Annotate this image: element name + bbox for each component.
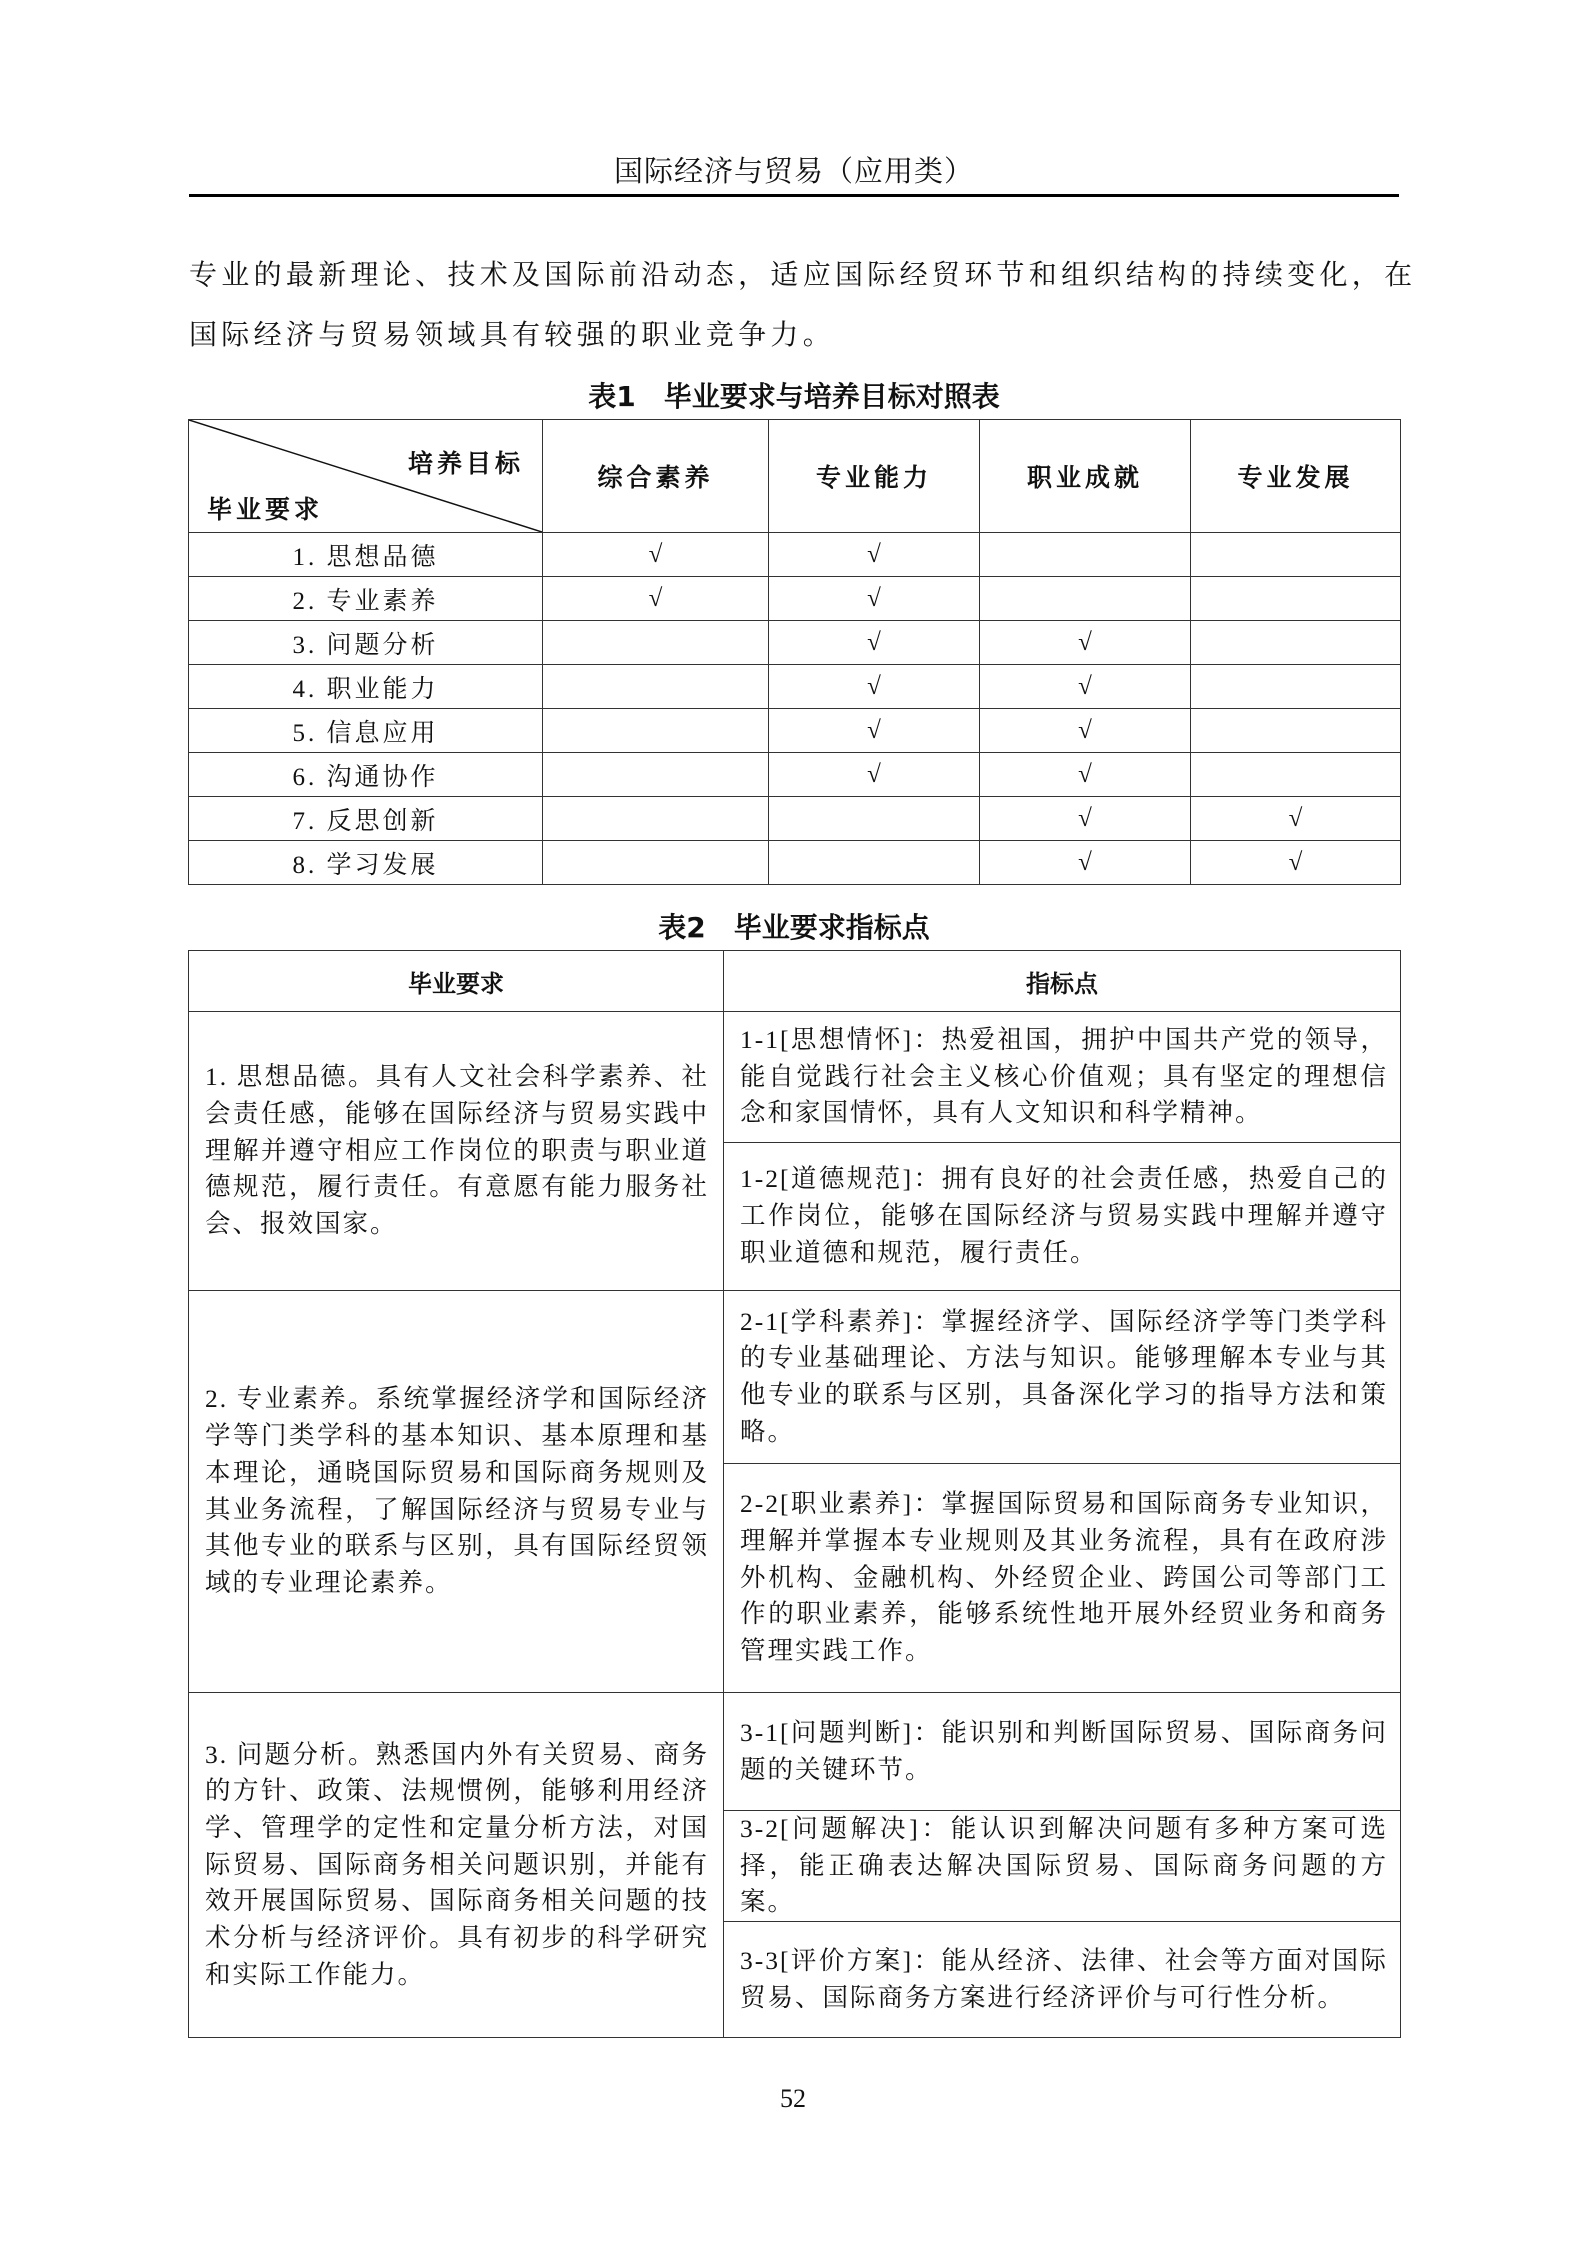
check-mark-icon: √ [980,709,1191,753]
table1-row [189,621,1401,665]
check-mark-icon: √ [980,797,1191,841]
table2-indicator-points [188,950,1401,2038]
table1-row [189,841,1401,885]
table1-col-header: 职业成就 [980,420,1191,533]
requirement-label: 2. 专业素养 [189,577,543,621]
table1-corner-cell [189,420,543,533]
check-mark-icon: √ [769,753,980,797]
paragraph-line: 专业的最新理论、技术及国际前沿动态，适应国际经贸环节和组织结构的持续变化，在 [189,260,1417,291]
table1-col-header: 专业发展 [1191,420,1401,533]
intro-paragraph [189,246,1417,366]
check-mark-icon [543,709,769,753]
requirement-description: 1. 思想品德。具有人文社会科学素养、社会责任感，能够在国际经济与贸易实践中理解并遵守相应工作岗位的职责与职业道德规范，履行责任。有意愿有能力服务社会、报效国家。 [189,1012,724,1291]
requirement-label: 7. 反思创新 [189,797,543,841]
requirement-label: 3. 问题分析 [189,621,543,665]
table1-col-header: 专业能力 [769,420,980,533]
check-mark-icon [1191,753,1401,797]
requirement-description: 2. 专业素养。系统掌握经济学和国际经济学等门类学科的基本知识、基本原理和基本理论，通晓国际贸易和国际商务规则及其业务流程，了解国际经济与贸易专业与其他专业的联系与区别，具有国际经贸领域的专业理论素养。 [189,1291,724,1693]
table1-col-header: 综合素养 [543,420,769,533]
table2-row [189,1291,1401,1464]
indicator-point: 2-1[学科素养]：掌握经济学、国际经济学等门类学科的专业基础理论、方法与知识。能够理解本专业与其他专业的联系与区别，具备深化学习的指导方法和策略。 [724,1291,1401,1464]
table1-row [189,709,1401,753]
table2-row [189,1012,1401,1143]
corner-label-objectives: 培养目标 [407,449,524,478]
check-mark-icon: √ [1191,841,1401,885]
check-mark-icon [980,533,1191,577]
table1-caption-title: 毕业要求与培养目标对照表 [663,380,1000,413]
check-mark-icon [543,665,769,709]
table1-caption [188,377,1400,417]
table1-row [189,753,1401,797]
check-mark-icon [543,841,769,885]
check-mark-icon [543,753,769,797]
check-mark-icon [1191,665,1401,709]
indicator-point: 3-3[评价方案]：能从经济、法律、社会等方面对国际贸易、国际商务方案进行经济评价与可行性分析。 [724,1922,1401,2038]
table1-objectives-matrix [188,419,1401,885]
table2-row [189,1693,1401,1811]
indicator-point: 1-1[思想情怀]：热爱祖国，拥护中国共产党的领导，能自觉践行社会主义核心价值观；具有坚定的理想信念和家国情怀，具有人文知识和科学精神。 [724,1012,1401,1143]
indicator-point: 2-2[职业素养]：掌握国际贸易和国际商务专业知识，理解并掌握本专业规则及其业务流程，具有在政府涉外机构、金融机构、外经贸企业、跨国公司等部门工作的职业素养，能够系统性地开展外经贸业务和商务管理实践工作。 [724,1464,1401,1693]
check-mark-icon [543,621,769,665]
paragraph-line: 国际经济与贸易领域具有较强的职业竞争力。 [189,320,836,351]
table2-col-header-requirement: 毕业要求 [189,951,724,1012]
indicator-point: 1-2[道德规范]：拥有良好的社会责任感，热爱自己的工作岗位，能够在国际经济与贸易实践中理解并遵守职业道德和规范，履行责任。 [724,1143,1401,1291]
table1-header-row [189,420,1401,533]
check-mark-icon: √ [769,577,980,621]
table2-col-header-indicator: 指标点 [724,951,1401,1012]
check-mark-icon: √ [980,665,1191,709]
check-mark-icon: √ [980,753,1191,797]
indicator-point: 3-1[问题判断]：能识别和判断国际贸易、国际商务问题的关键环节。 [724,1693,1401,1811]
check-mark-icon [980,577,1191,621]
check-mark-icon [1191,533,1401,577]
table1-row [189,533,1401,577]
check-mark-icon: √ [980,621,1191,665]
table1-caption-number: 表1 [588,380,636,413]
check-mark-icon [769,841,980,885]
table2-caption [188,908,1400,948]
requirement-label: 8. 学习发展 [189,841,543,885]
table2-caption-number: 表2 [658,911,706,944]
requirement-label: 6. 沟通协作 [189,753,543,797]
check-mark-icon [1191,621,1401,665]
check-mark-icon: √ [769,621,980,665]
corner-label-requirements: 毕业要求 [207,495,324,524]
check-mark-icon: √ [769,709,980,753]
check-mark-icon: √ [543,577,769,621]
check-mark-icon: √ [980,841,1191,885]
indicator-point: 3-2[问题解决]：能认识到解决问题有多种方案可选择，能正确表达解决国际贸易、国际商务问题的方案。 [724,1811,1401,1922]
check-mark-icon [1191,709,1401,753]
check-mark-icon: √ [769,533,980,577]
table1-row [189,797,1401,841]
table1-row [189,577,1401,621]
check-mark-icon: √ [543,533,769,577]
header-rule [189,194,1399,197]
check-mark-icon [1191,577,1401,621]
check-mark-icon: √ [769,665,980,709]
requirement-description: 3. 问题分析。熟悉国内外有关贸易、商务的方针、政策、法规惯例，能够利用经济学、管理学的定性和定量分析方法，对国际贸易、国际商务相关问题识别，并能有效开展国际贸易、国际商务相关问题的技术分析与经济评价。具有初步的科学研究和实际工作能力。 [189,1693,724,2038]
table1-row [189,665,1401,709]
requirement-label: 1. 思想品德 [189,533,543,577]
table2-caption-title: 毕业要求指标点 [733,911,930,944]
page-number: 52 [780,2084,806,2113]
check-mark-icon [543,797,769,841]
check-mark-icon: √ [1191,797,1401,841]
requirement-label: 4. 职业能力 [189,665,543,709]
running-header-title: 国际经济与贸易（应用类） [613,154,974,188]
check-mark-icon [769,797,980,841]
table2-header-row [189,951,1401,1012]
requirement-label: 5. 信息应用 [189,709,543,753]
